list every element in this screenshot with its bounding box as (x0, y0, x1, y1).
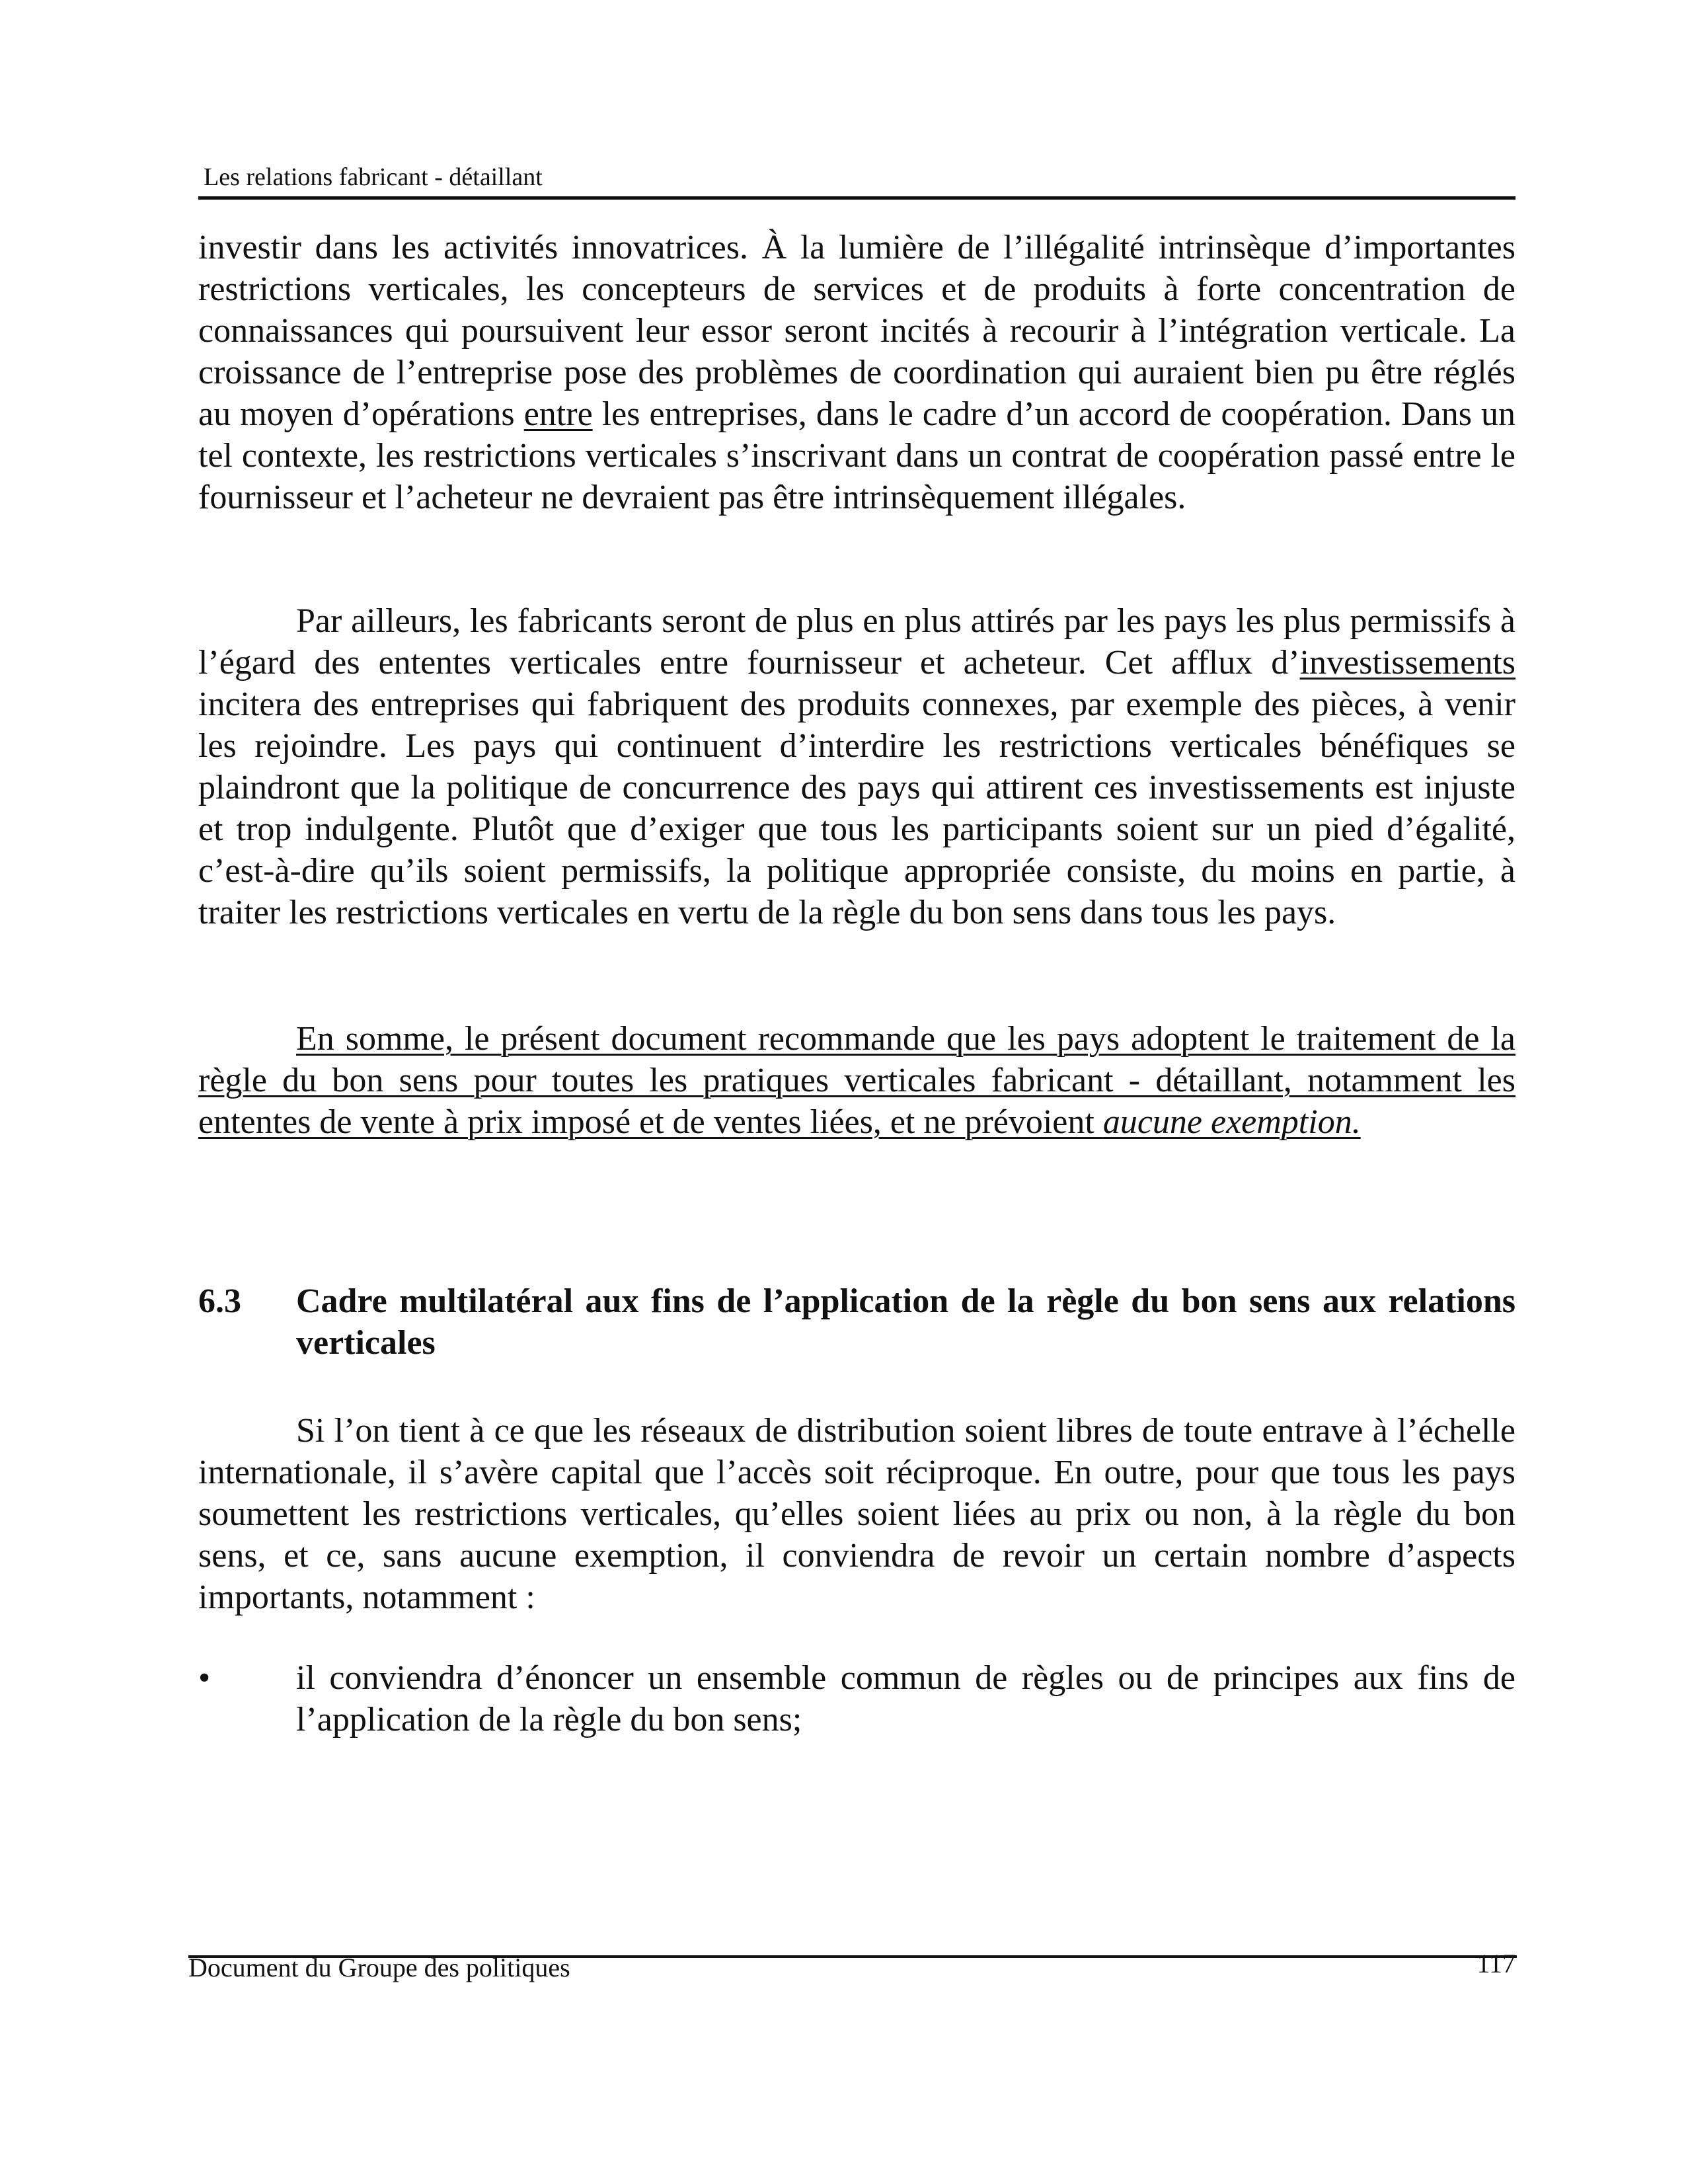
paragraph-1 (198, 227, 1515, 518)
footer-document-title: Document du Groupe des politiques (188, 1953, 570, 1982)
paragraph-2-text-a: Par ailleurs, les fabricants seront de plus en plus attirés par les pays les plus permissifs à l’égard des ententes verticales entre fournisseur et acheteur. Cet afflux d’ (198, 602, 1515, 682)
section-title: Cadre multilatéral aux fins de l’application de la règle du bon sens aux relations verticales (296, 1282, 1515, 1362)
recommendation-underlined (198, 1020, 1515, 1141)
paragraph-1-text-a: investir dans les activités innovatrices. À la lumière de l’illégalité intrinsèque d’importantes restrictions verticales, les concepteurs de services et de produits à forte concentration de connaissances qui poursuivent leur essor seront incités à recourir à l’intégration verticale. La croissance de l’entreprise pose des problèmes de coordination qui auraient bien pu être réglés au moyen d’opérations (198, 229, 1515, 433)
paragraph-2 (198, 600, 1515, 933)
running-header: Les relations fabricant - détaillant (204, 163, 543, 191)
paragraph-2-underlined-word: investissements (1299, 644, 1515, 682)
paragraph-4: Si l’on tient à ce que les réseaux de distribution soient libres de toute entrave à l’échelle internationale, il s’avère capital que l’accès soit réciproque. En outre, pour que tous les pays soumettent les restrictions verticales, qu’elles soient liées au prix ou non, à la règle du bon sens, et ce, sans aucune exemption, il conviendra de revoir un certain nombre d’aspects importants, notamment : (198, 1412, 1515, 1616)
paragraph-3-recommendation (198, 1018, 1515, 1143)
recommendation-text: En somme, le présent document recommande que les pays adoptent le traitement de la règle du bon sens pour toutes les pratiques verticales fabricant - détaillant, notamment les ententes de vente à prix imposé et de ventes liées, et ne prévoient (198, 1020, 1515, 1141)
bullet-mark: • (198, 1659, 211, 1697)
paragraph-2-text-b: incitera des entreprises qui fabriquent des produits connexes, par exemple des pièces, à venir les rejoindre. Les pays qui continuent d’interdire les restrictions verticales bénéfiques se plaindront que la politique de concurrence des pays qui attirent ces investissements est injuste et trop indulgente. Plutôt que d’exiger que tous les participants soient sur un pied d’égalité, c’est-à-dire qu’ils soient permissifs, la politique appropriée consiste, du moins en partie, à traiter les restrictions verticales en vertu de la règle du bon sens dans tous les pays. (198, 685, 1515, 931)
recommendation-emphasis: aucune exemption. (1102, 1103, 1361, 1141)
page-number: 117 (1477, 1949, 1515, 1978)
section-number: 6.3 (198, 1282, 241, 1320)
header-rule (198, 196, 1515, 200)
paragraph-1-underlined-word: entre (523, 395, 593, 433)
paragraph-1-text-b: les entreprises, dans le cadre d’un accord de coopération. Dans un tel contexte, les restrictions verticales s’inscrivant dans un contrat de coopération passé entre le fournisseur et l’acheteur ne devraient pas être intrinsèquement illégales. (198, 395, 1515, 516)
bullet-text: il conviendra d’énoncer un ensemble commun de règles ou de principes aux fins de l’application de la règle du bon sens; (296, 1659, 1515, 1738)
